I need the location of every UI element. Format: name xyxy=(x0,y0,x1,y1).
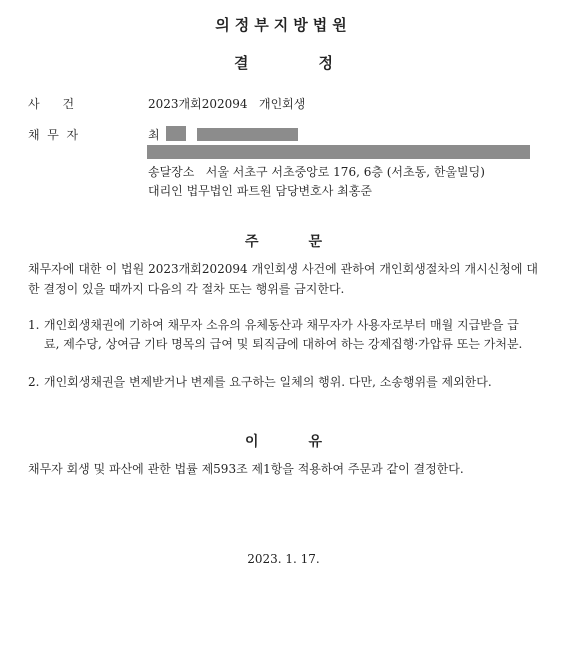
case-label: 사 건 xyxy=(28,97,75,111)
order-heading: 주 문 xyxy=(244,234,323,250)
title-char-2: 정 xyxy=(318,54,333,72)
item-text: 개인회생채권에 기하여 채무자 소유의 유체동산과 채무자가 사용자로부터 매월 지급받을 급료, 제수당, 상여금 기타 명목의 급여 및 퇴직금에 대하여 하는 강제집행·가압류 또는 가처분. xyxy=(44,318,523,351)
item-number: 1. xyxy=(28,318,40,332)
item-number: 2. xyxy=(28,375,40,389)
agent-info: 대리인 법무법인 파트원 담당변호사 최홍준 xyxy=(148,184,372,198)
redaction-box xyxy=(166,126,186,141)
item-text: 개인회생채권을 변제받거나 변제를 요구하는 일체의 행위. 다만, 소송행위를 제외한다. xyxy=(44,375,492,389)
order-item xyxy=(28,316,528,354)
order-item xyxy=(28,373,528,392)
document-title xyxy=(0,52,567,73)
reason-heading: 이 유 xyxy=(244,434,323,450)
court-name: 의정부지방법원 xyxy=(215,16,352,34)
case-value: 2023개회202094 개인회생 xyxy=(148,97,306,111)
redaction-box xyxy=(197,128,298,141)
service-address: 송달장소 서울 서초구 서초중앙로 176, 6층 (서초동, 한울빌딩) xyxy=(148,165,485,179)
reason-text: 채무자 회생 및 파산에 관한 법률 제593조 제1항을 적용하여 주문과 같이 결정한다. xyxy=(28,462,464,476)
title-char-1: 결 xyxy=(234,54,249,72)
debtor-name-prefix: 최 xyxy=(148,128,160,142)
debtor-label: 채 무 자 xyxy=(28,128,79,142)
redaction-bar xyxy=(147,145,530,159)
order-text: 채무자에 대한 이 법원 2023개회202094 개인회생 사건에 관하여 개인회생절차의 개시신청에 대한 결정이 있을 때까지 다음의 각 절차 또는 행위를 금지한다. xyxy=(28,262,538,296)
decision-date: 2023. 1. 17. xyxy=(247,552,320,566)
